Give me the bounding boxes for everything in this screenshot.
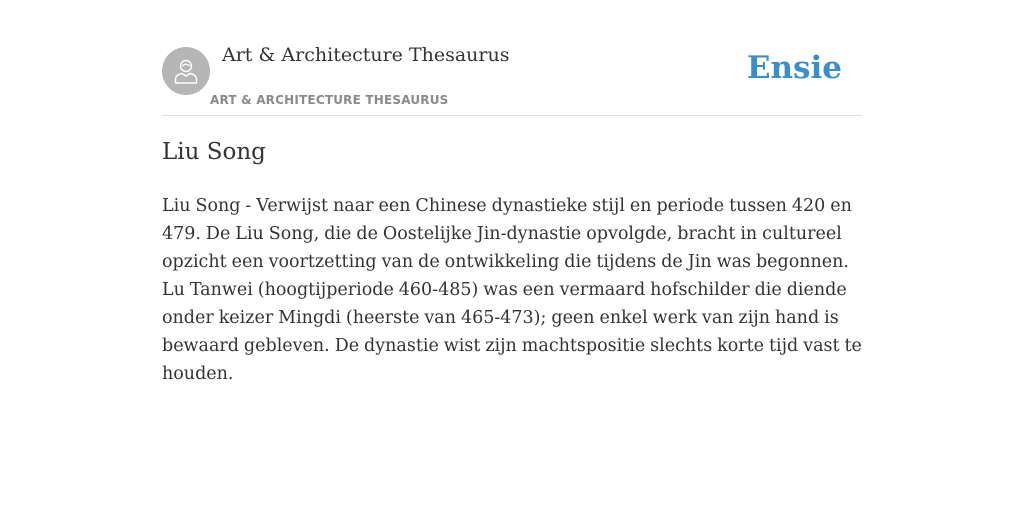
header-divider — [162, 115, 862, 116]
author-avatar[interactable] — [162, 47, 210, 95]
entry-title: Liu Song — [162, 139, 266, 165]
entry-definition: Liu Song - Verwijst naar een Chinese dynastieke stijl en periode tussen 420 en 479. De Liu Song, die de Oostelijke Jin-dynastie opvolgde, bracht in cultureel opzicht een voortzetting van de ontwikkeling die tijdens de Jin was begonnen. Lu Tanwei (hoogtijperiode 460-485) was een vermaard hofschilder die diende onder keizer Mingdi (heerste van 465-473); geen enkel werk van zijn hand is bewaard gebleven. De dynastie wist zijn machtspositie slechts korte tijd vast te houden. — [162, 196, 862, 384]
source-subtitle: ART & ARCHITECTURE THESAURUS — [210, 93, 449, 107]
ensie-logo-link[interactable]: Ensie — [746, 50, 842, 86]
user-icon — [171, 56, 201, 86]
source-title[interactable]: Art & Architecture Thesaurus — [222, 44, 510, 66]
